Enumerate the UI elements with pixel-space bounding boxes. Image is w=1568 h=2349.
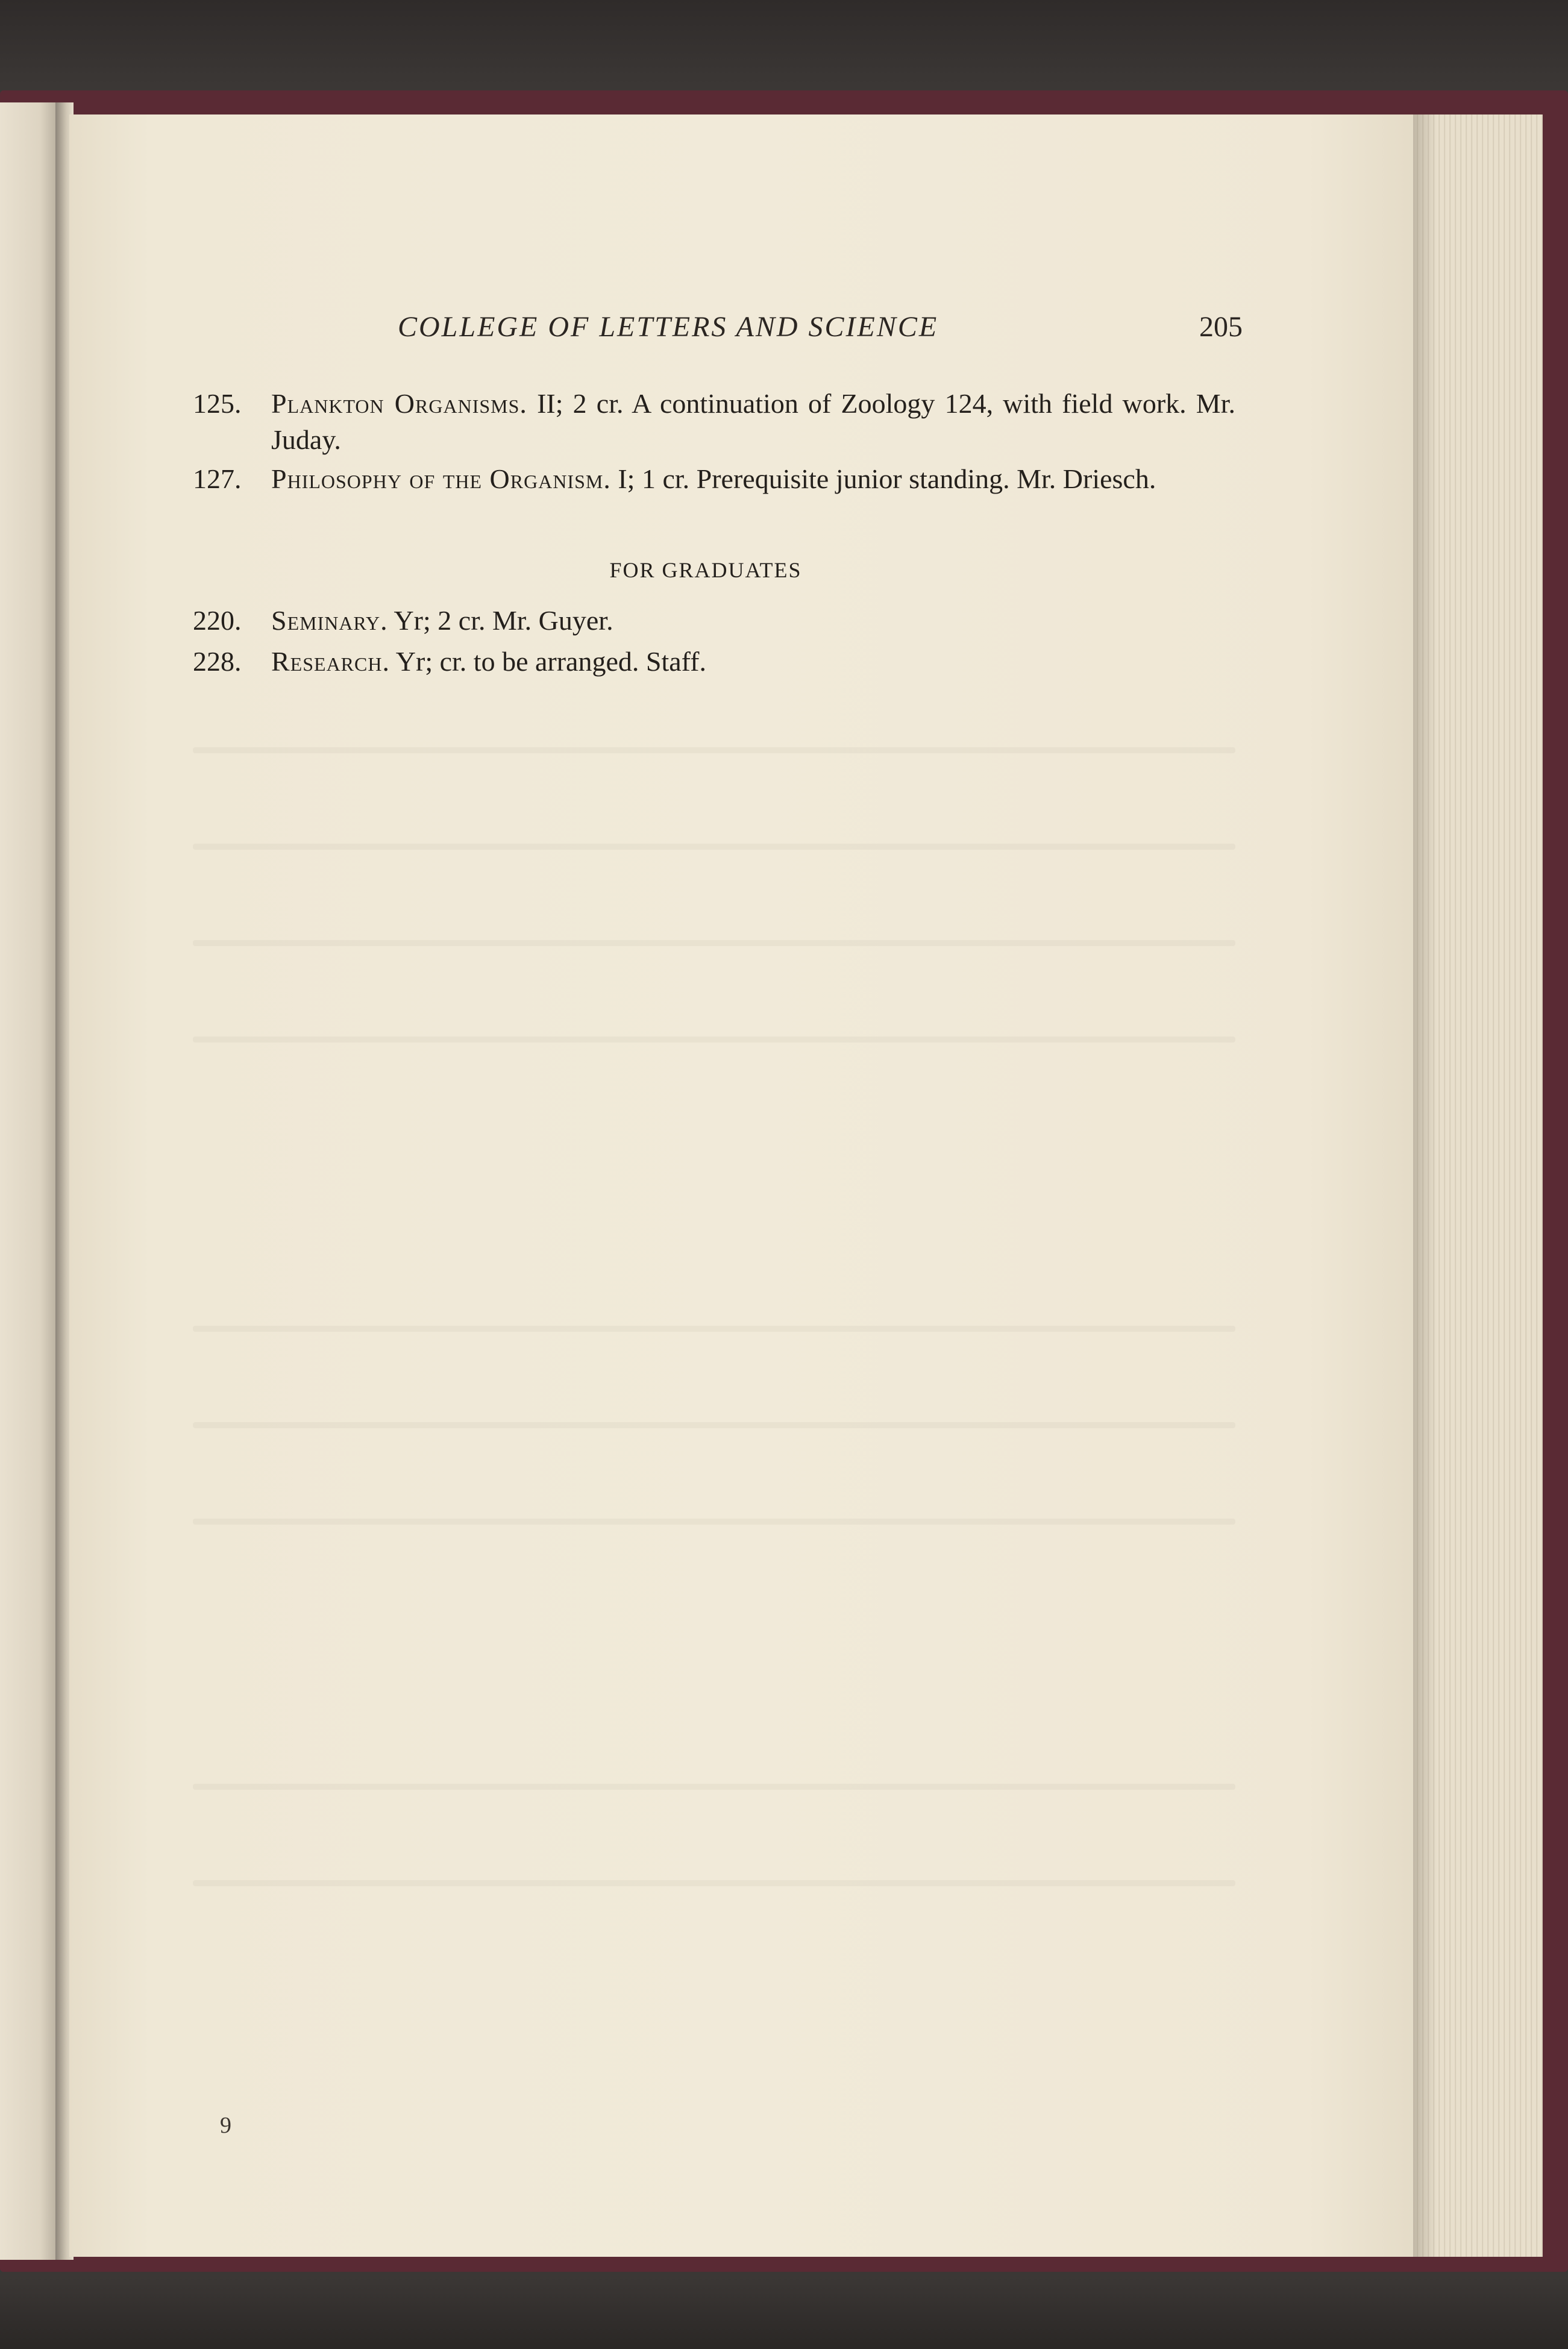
show-through-line: [193, 1326, 1235, 1332]
course-entry: [193, 461, 1235, 497]
course-title: Philosophy of the Organism.: [271, 463, 611, 494]
course-title: Research.: [271, 646, 390, 677]
show-through-line: [193, 940, 1235, 946]
section-heading-text: FOR GRADUATES: [609, 558, 802, 582]
section-heading: [0, 557, 1568, 583]
show-through-line: [193, 1519, 1235, 1525]
course-number: 127.: [193, 463, 242, 494]
running-head-title: COLLEGE OF LETTERS AND SCIENCE: [398, 311, 939, 343]
page-number: 205: [1199, 311, 1243, 343]
course-entry: [193, 644, 1235, 680]
course-details: Yr; cr. to be arranged. Staff.: [395, 646, 706, 677]
course-title: Seminary.: [271, 605, 388, 636]
course-number: 220.: [193, 605, 242, 636]
show-through-line: [193, 844, 1235, 850]
show-through-line: [193, 1880, 1235, 1886]
course-entry: [193, 386, 1235, 458]
course-number: 125.: [193, 388, 242, 419]
course-details: II; 2 cr. A continuation of Zoology 124, with field work. Mr. Juday.: [271, 388, 1235, 455]
page-stack-shadow: [1413, 114, 1437, 2257]
signature-mark: 9: [220, 2113, 231, 2138]
show-through-line: [193, 1422, 1235, 1428]
course-number: 228.: [193, 646, 242, 677]
course-entry: [193, 603, 1235, 639]
previous-page-edge: [0, 102, 57, 2260]
course-details: Yr; 2 cr. Mr. Guyer.: [394, 605, 613, 636]
show-through-line: [193, 1784, 1235, 1790]
course-title: Plankton Organisms.: [271, 388, 527, 419]
show-through-line: [193, 1037, 1235, 1043]
course-details: I; 1 cr. Prerequisite junior standing. Mr. Driesch.: [618, 463, 1156, 494]
show-through-line: [193, 747, 1235, 753]
